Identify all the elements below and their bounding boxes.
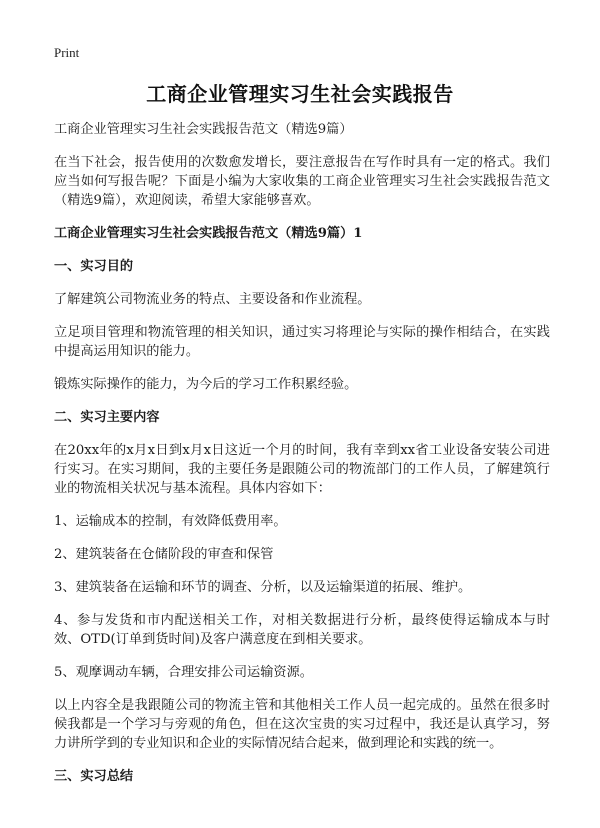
part2-list-item: 3、建筑装备在运输和环节的调查、分析，以及运输渠道的拓展、维护。: [54, 580, 472, 595]
part2-paragraph: 以上内容全是我跟随公司的物流主管和其他相关工作人员一起完成的。虽然在很多时候我都是一个学习与旁观的角色，但在这次宝贵的实习过程中，我还是认真学习，努力讲所学到的专业知识和企业的实际情况结合起来，做到理论和实践的统一。: [54, 698, 550, 751]
part1-paragraph: 锻炼实际操作的能力，为今后的学习工作积累经验。: [54, 377, 358, 392]
part2-paragraph: 在20xx年的x月x日到x月x日这近一个月的时间，我有幸到xx省工业设备安装公司进行实习。在实习期间，我的主要任务是跟随公司的物流部门的工作人员，了解建筑行业的物流相关状况与基本流程。具体内容如下：: [54, 443, 550, 496]
print-link[interactable]: Print: [54, 45, 80, 60]
document-body: [54, 120, 550, 800]
document-subtitle: 工商企业管理实习生社会实践报告范文（精选9篇）: [54, 122, 353, 137]
document-title: 工商企业管理实习生社会实践报告: [146, 82, 454, 106]
part1-heading: 一、实习目的: [54, 259, 134, 274]
part2-list-item: 2、建筑装备在仓储阶段的审查和保管: [54, 547, 274, 562]
part1-paragraph: 立足项目管理和物流管理的相关知识，通过实习将理论与实际的操作相结合，在实践中提高运用知识的能力。: [54, 325, 550, 359]
part1-paragraph: 了解建筑公司物流业务的特点、主要设备和作业流程。: [54, 292, 371, 307]
part2-list-item: 5、观摩调动车辆，合理安排公司运输资源。: [54, 665, 313, 680]
part2-list-item: 4、参与发货和市内配送相关工作，对相关数据进行分析，最终使得运输成本与时效、OTD(订单到货时间)及客户满意度在到相关要求。: [54, 613, 550, 647]
part3-heading: 三、实习总结: [54, 769, 134, 784]
part2-list-item: 1、运输成本的控制，有效降低费用率。: [54, 514, 287, 529]
section-title: 工商企业管理实习生社会实践报告范文（精选9篇）1: [54, 226, 363, 241]
part2-heading: 二、实习主要内容: [54, 410, 160, 425]
intro-paragraph: 在当下社会，报告使用的次数愈发增长，要注意报告在写作时具有一定的格式。我们应当如何写报告呢？下面是小编为大家收集的工商企业管理实习生社会实践报告范文（精选9篇），欢迎阅读，希望大家能够喜欢。: [54, 155, 550, 208]
